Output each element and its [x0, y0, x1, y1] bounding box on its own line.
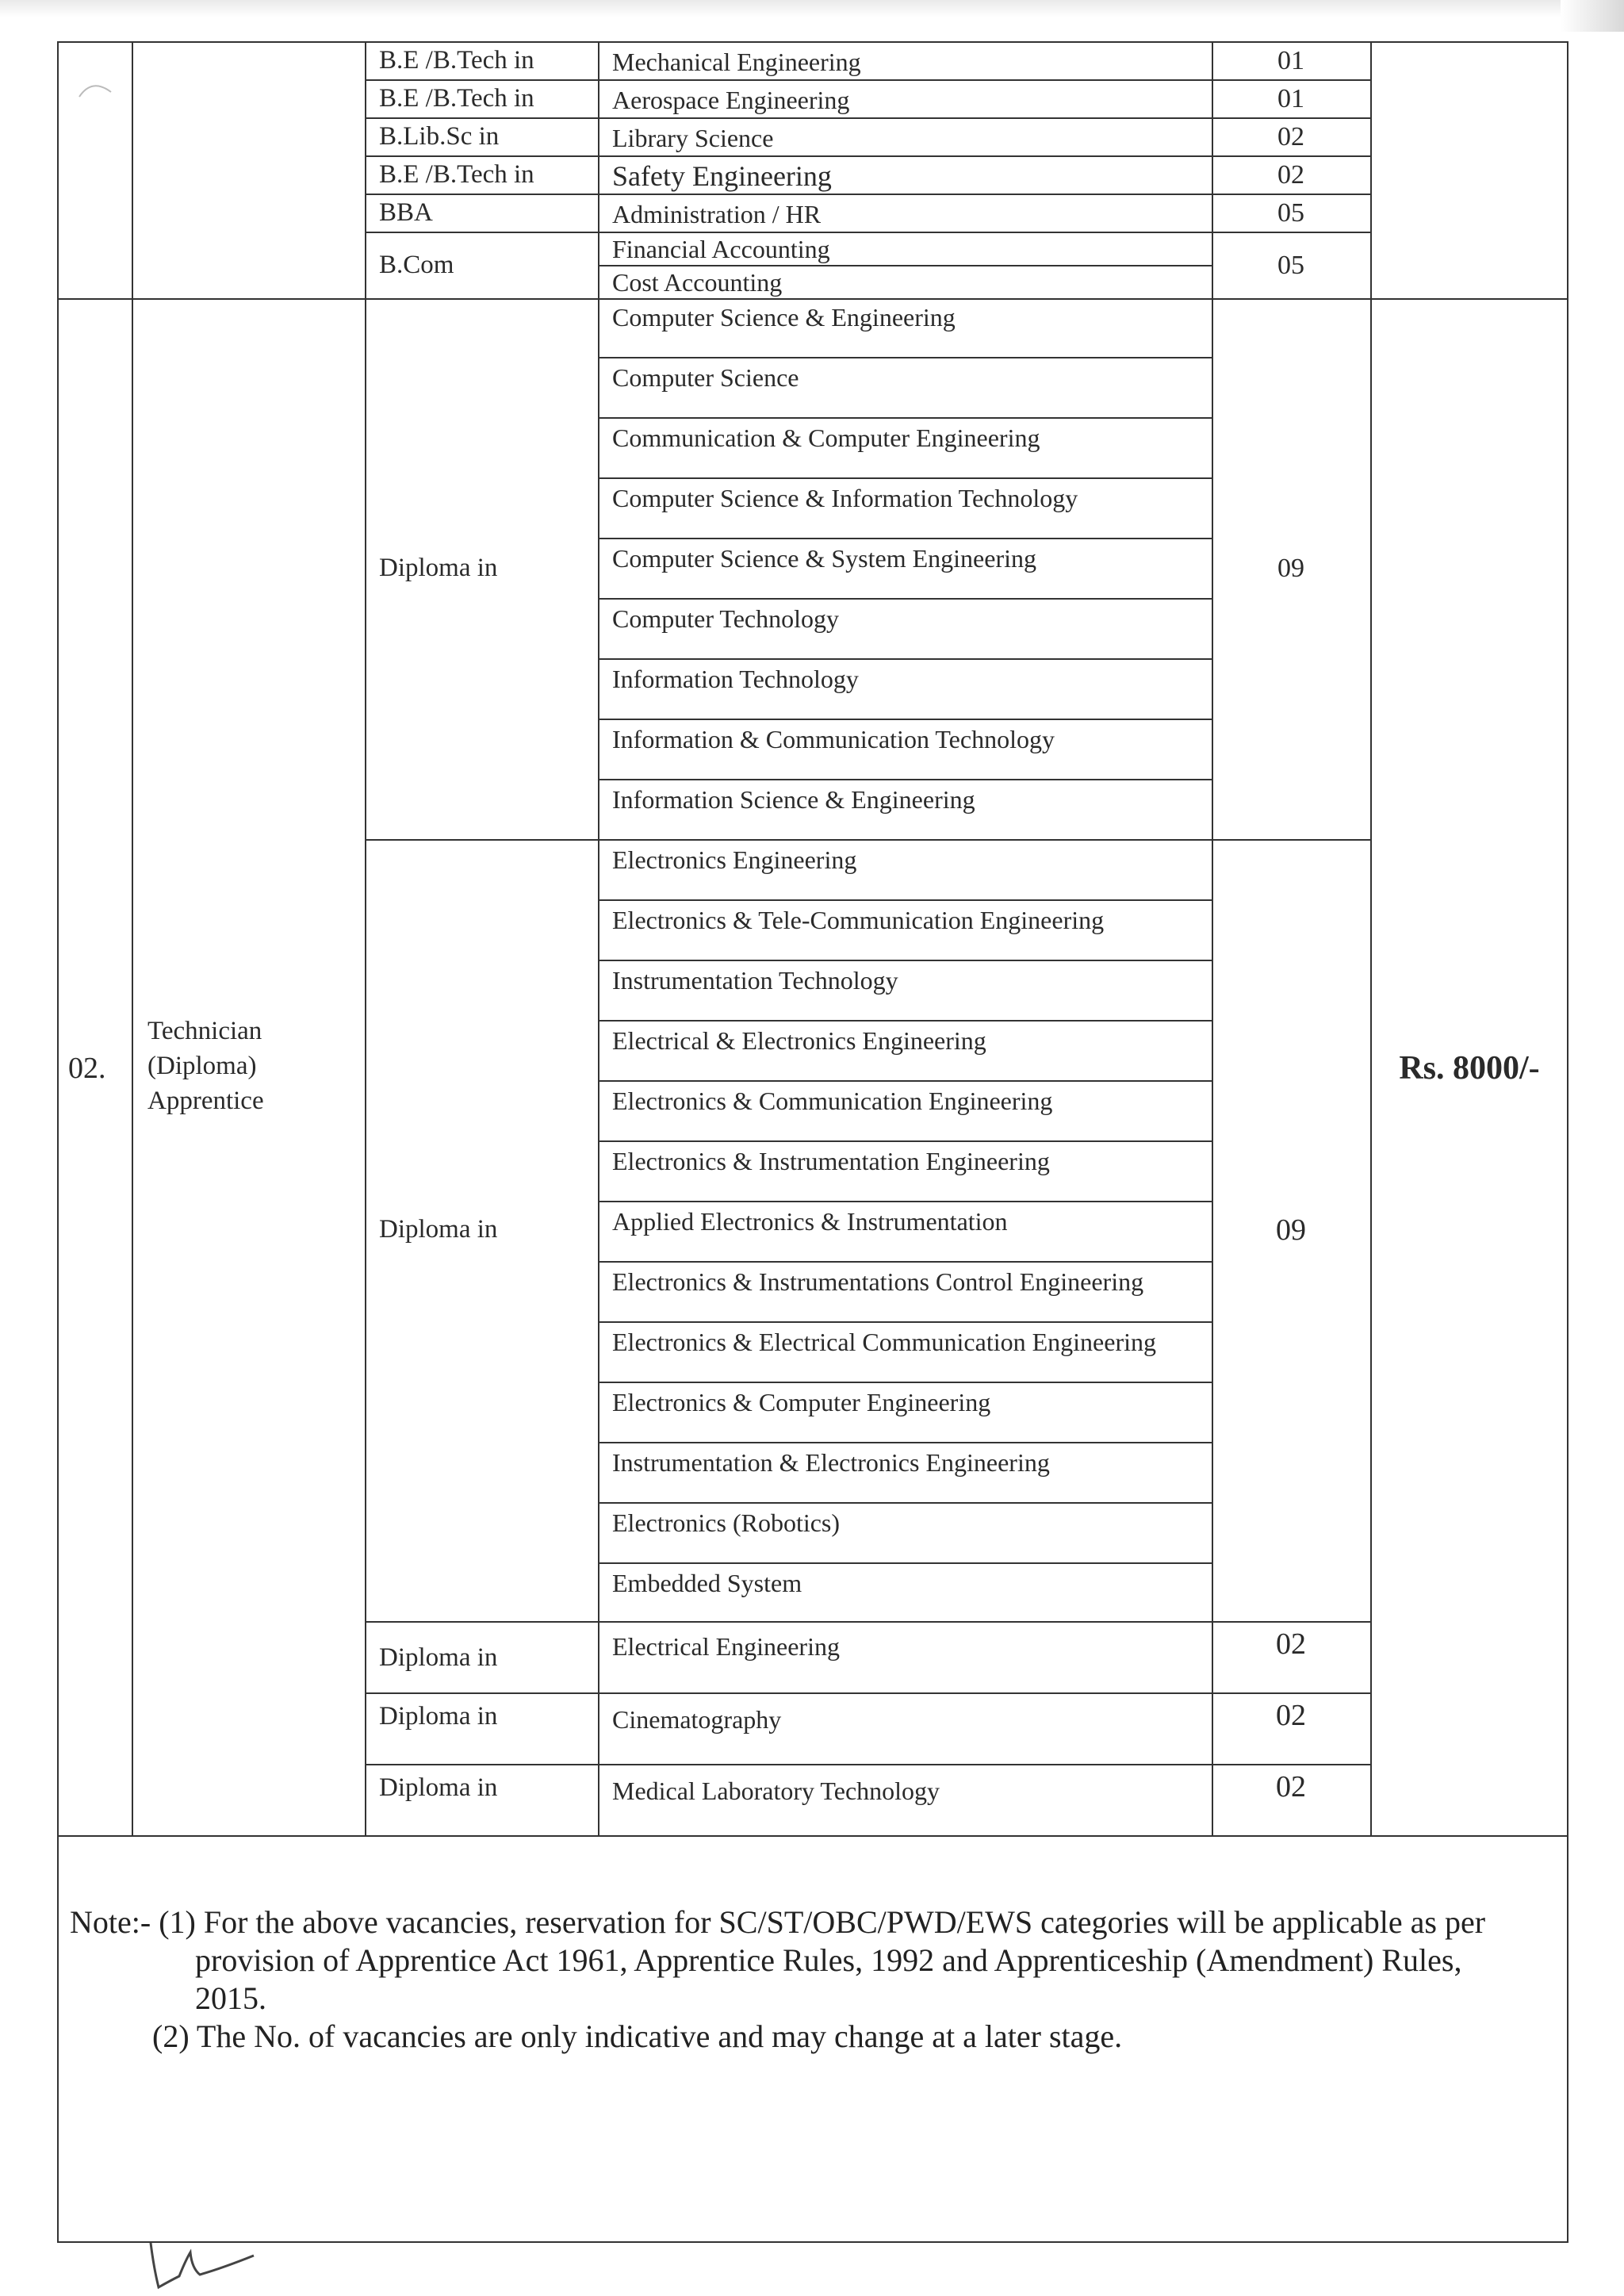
section-separator	[57, 298, 1568, 300]
discipline-cell: Instrumentation Technology	[612, 966, 898, 995]
discipline-cell: Electronics & Tele-Communication Engineering	[612, 906, 1105, 934]
row-line	[365, 117, 1372, 119]
discipline-cell: Computer Science & Information Technology	[612, 484, 1078, 512]
row-line	[598, 1382, 1213, 1383]
row-line	[365, 1764, 1372, 1765]
vacancy-count: 02	[1276, 1699, 1306, 1732]
row-line	[598, 1502, 1213, 1504]
row-line	[598, 1080, 1213, 1082]
category-label: (Diploma)	[147, 1052, 257, 1080]
discipline-cell: Electronics Engineering	[612, 845, 857, 874]
vacancy-count: 01	[1277, 84, 1304, 113]
discipline-cell: Safety Engineering	[612, 160, 832, 192]
degree-cell: Diploma in	[379, 554, 498, 582]
discipline-cell: Administration / HR	[612, 200, 822, 228]
discipline-cell: Electronics (Robotics)	[612, 1508, 841, 1537]
col-divider-degree	[365, 41, 366, 1835]
degree-cell: Diploma in	[379, 1215, 498, 1244]
row-line	[598, 417, 1213, 419]
discipline-cell: Applied Electronics & Instrumentation	[612, 1207, 1008, 1236]
degree-cell: B.E /B.Tech in	[379, 160, 534, 189]
vacancy-count: 05	[1277, 198, 1304, 228]
row-line	[598, 1020, 1213, 1022]
row-line-split	[598, 265, 1213, 266]
discipline-cell: Electronics & Computer Engineering	[612, 1388, 991, 1416]
discipline-cell: Library Science	[612, 124, 774, 152]
discipline-cell: Communication & Computer Engineering	[612, 424, 1040, 452]
discipline-cell: Electronics & Instrumentations Control Engineering	[612, 1267, 1144, 1296]
row-line	[598, 719, 1213, 720]
scan-edge-top	[0, 0, 1624, 17]
row-line	[598, 1442, 1213, 1443]
group-separator	[365, 839, 1372, 841]
row-line	[598, 477, 1213, 479]
vacancy-count: 02	[1276, 1770, 1306, 1803]
discipline-cell: Computer Technology	[612, 604, 840, 633]
vacancy-count: 02	[1276, 1627, 1306, 1661]
discipline-cell: Embedded System	[612, 1569, 802, 1597]
discipline-cell: Computer Science	[612, 363, 799, 392]
row-line	[365, 194, 1372, 195]
degree-cell: B.Com	[379, 251, 454, 279]
discipline-cell: Electronics & Communication Engineering	[612, 1087, 1053, 1115]
category-label: Technician	[147, 1017, 262, 1045]
discipline-cell: Medical Laboratory Technology	[612, 1777, 940, 1805]
scan-smudge	[76, 76, 116, 100]
vacancy-count: 02	[1277, 122, 1304, 151]
row-line	[598, 899, 1213, 901]
vacancy-count: 01	[1277, 46, 1304, 75]
row-line	[365, 79, 1372, 81]
col-divider-count	[1212, 41, 1213, 1835]
row-line	[598, 1201, 1213, 1202]
discipline-cell: Financial Accounting	[612, 235, 830, 263]
note-line: 2015.	[195, 1980, 266, 2016]
degree-cell: B.E /B.Tech in	[379, 46, 534, 75]
discipline-cell: Aerospace Engineering	[612, 86, 850, 114]
scan-edge-corner	[1561, 0, 1624, 32]
serial-number: 02.	[68, 1052, 106, 1085]
degree-cell: Diploma in	[379, 1702, 498, 1731]
discipline-cell: Information Science & Engineering	[612, 785, 975, 814]
stipend-amount: Rs. 8000/-	[1399, 1050, 1540, 1087]
degree-cell: BBA	[379, 198, 433, 227]
discipline-cell: Information Technology	[612, 665, 859, 693]
degree-cell: Diploma in	[379, 1773, 498, 1802]
discipline-cell: Electrical & Electronics Engineering	[612, 1026, 986, 1055]
row-line	[598, 1321, 1213, 1323]
discipline-cell: Electronics & Electrical Communication Engineering	[612, 1328, 1156, 1356]
col-divider-stipend	[1370, 41, 1372, 1835]
row-line	[598, 357, 1213, 358]
row-line	[598, 598, 1213, 600]
vacancy-count: 05	[1277, 251, 1304, 280]
degree-cell: Diploma in	[379, 1643, 498, 1672]
discipline-cell: Electronics & Instrumentation Engineering	[612, 1147, 1050, 1175]
row-line	[365, 1692, 1372, 1694]
row-line	[598, 960, 1213, 961]
col-divider-category	[132, 41, 133, 1835]
row-line	[598, 658, 1213, 660]
discipline-cell: Information & Communication Technology	[612, 725, 1055, 753]
discipline-cell: Cost Accounting	[612, 268, 783, 297]
row-line	[598, 538, 1213, 539]
discipline-cell: Computer Science & System Engineering	[612, 544, 1036, 573]
row-line	[598, 779, 1213, 780]
note-line: provision of Apprentice Act 1961, Apprentice Rules, 1992 and Apprenticeship (Amendment) Rules,	[195, 1942, 1462, 1978]
row-line	[598, 1140, 1213, 1142]
group-separator	[365, 1621, 1372, 1623]
note-line: (2) The No. of vacancies are only indicative and may change at a later stage.	[152, 2018, 1123, 2054]
signature-mark	[143, 2237, 262, 2292]
vacancy-count: 09	[1276, 1213, 1306, 1247]
row-line	[365, 232, 1372, 233]
notes-section	[70, 1903, 1561, 2056]
row-line	[598, 1261, 1213, 1263]
discipline-cell: Instrumentation & Electronics Engineering	[612, 1448, 1050, 1477]
note-line: Note:- (1) For the above vacancies, reservation for SC/ST/OBC/PWD/EWS categories will be applicable as per	[70, 1904, 1486, 1940]
table-bottom-line	[57, 1835, 1568, 1837]
col-divider-discipline	[598, 41, 599, 1835]
discipline-cell: Electrical Engineering	[612, 1632, 840, 1661]
degree-cell: B.E /B.Tech in	[379, 84, 534, 113]
vacancy-count: 09	[1277, 554, 1304, 583]
discipline-cell: Mechanical Engineering	[612, 48, 861, 76]
category-label: Apprentice	[147, 1087, 264, 1115]
row-line	[598, 1562, 1213, 1564]
row-line	[365, 155, 1372, 157]
degree-cell: B.Lib.Sc in	[379, 122, 500, 151]
discipline-cell: Computer Science & Engineering	[612, 303, 956, 332]
vacancy-count: 02	[1277, 160, 1304, 190]
discipline-cell: Cinematography	[612, 1705, 782, 1734]
